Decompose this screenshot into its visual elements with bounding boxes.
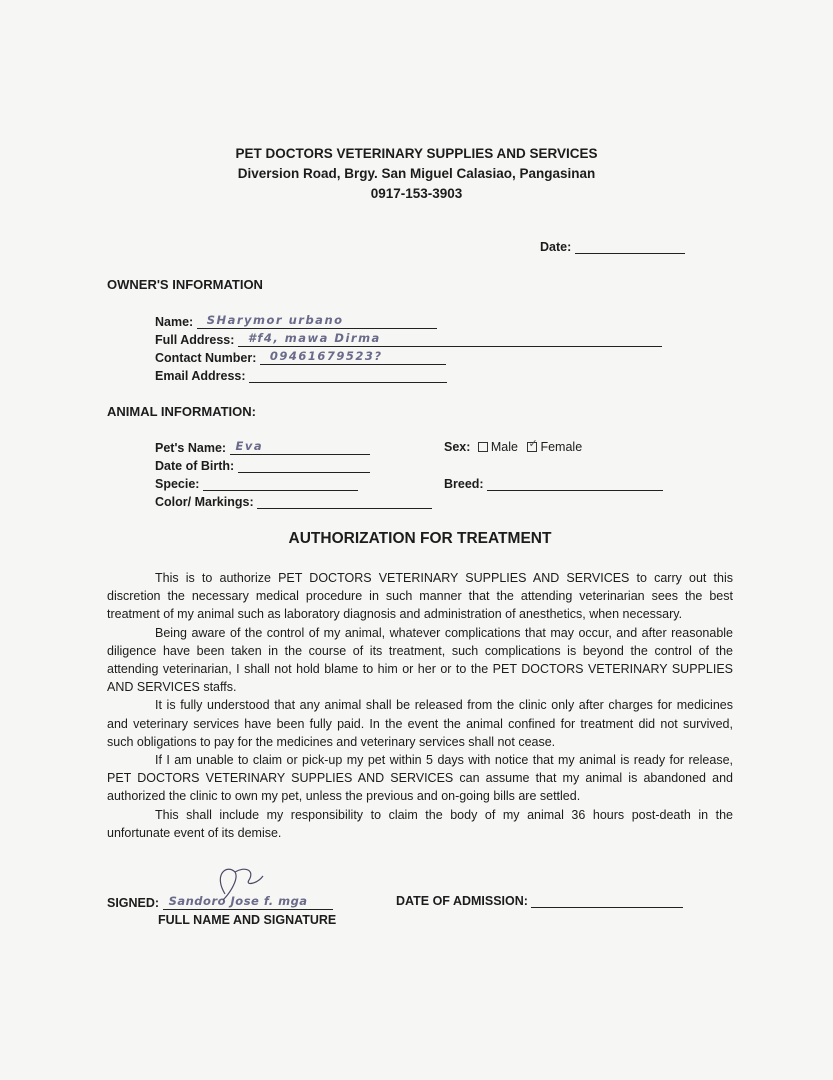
female-checkbox[interactable]: [527, 442, 537, 452]
paragraph-authorize: This is to authorize PET DOCTORS VETERINARY SUPPLIES AND SERVICES to carry out this discretion the necessary medical procedure in such manner that the attending veterinarian sees the best treatment of my animal such as laboratory diagnosis and administration of anesthetics, when necessary.: [107, 571, 733, 622]
date-field: [540, 239, 685, 254]
female-option-label: Female: [540, 440, 583, 454]
sex-label: Sex:: [444, 440, 471, 454]
date-input-line[interactable]: [575, 239, 685, 254]
admission-date-field: [396, 893, 683, 908]
specie-field: [155, 476, 358, 491]
owner-section-title: OWNER'S INFORMATION: [107, 277, 263, 292]
owner-address-input[interactable]: [238, 332, 662, 347]
date-label: Date:: [540, 240, 572, 254]
owner-name-label: Name:: [155, 315, 194, 329]
dob-input[interactable]: [238, 458, 370, 473]
signature-caption: FULL NAME AND SIGNATURE: [158, 913, 337, 927]
business-name: PET DOCTORS VETERINARY SUPPLIES AND SERVICES: [235, 146, 598, 161]
signature-handwritten: Sandoro Jose f. mga: [168, 894, 308, 908]
color-input[interactable]: [257, 494, 432, 509]
male-checkbox[interactable]: [478, 442, 488, 452]
paragraph-payment: It is fully understood that any animal shall be released from the clinic only after charges for medicines and veterinary services have been fully paid. In the event the animal confined for treatment did not survived, such obligations to pay for the medicines and veterinary services shall not cease.: [107, 698, 733, 749]
breed-label: Breed:: [444, 477, 484, 491]
business-phone: 0917-153-3903: [370, 186, 463, 201]
admission-date-label: DATE OF ADMISSION:: [396, 894, 528, 908]
pet-name-label: Pet's Name:: [155, 441, 227, 455]
owner-contact-field: [155, 350, 446, 365]
sex-field: [444, 440, 582, 454]
owner-address-label: Full Address:: [155, 333, 235, 347]
male-option-label: Male: [490, 440, 518, 454]
owner-name-handwritten: SHarymor urbano: [206, 313, 344, 327]
owner-name-field: [155, 314, 437, 329]
owner-email-field: [155, 368, 447, 383]
authorization-title: AUTHORIZATION FOR TREATMENT: [288, 530, 552, 547]
signed-label: SIGNED:: [107, 896, 160, 910]
color-label: Color/ Markings:: [155, 495, 254, 509]
admission-date-input[interactable]: [531, 893, 683, 908]
owner-contact-input[interactable]: [260, 350, 446, 365]
pet-name-handwritten: Eva: [235, 439, 264, 453]
form-header: [0, 144, 833, 204]
owner-email-input[interactable]: [249, 368, 447, 383]
owner-address-handwritten: #f4, mawa Dirma: [247, 331, 381, 345]
breed-input[interactable]: [487, 476, 663, 491]
paragraph-remains: This shall include my responsibility to claim the body of my animal 36 hours post-death in the unfortunate event of its demise.: [107, 807, 733, 840]
owner-contact-handwritten: 09461679523?: [269, 349, 383, 363]
specie-label: Specie:: [155, 477, 200, 491]
dob-label: Date of Birth:: [155, 459, 235, 473]
paragraph-complications: Being aware of the control of my animal, whatever complications that may occur, and after reasonable diligence have been taken in the course of its treatment, such complications is beyond the control of the attending veterinarian, I shall not hold blame to him or her or to the PET DOCTORS VETERINARY SUPPLIES AND SERVICES staffs.: [107, 625, 733, 695]
specie-input[interactable]: [203, 476, 358, 491]
color-field: [155, 494, 432, 509]
authorization-body: [107, 569, 733, 842]
owner-name-input[interactable]: [197, 314, 437, 329]
dob-field: [155, 458, 370, 473]
animal-section-title: ANIMAL INFORMATION:: [107, 404, 256, 419]
business-address: Diversion Road, Brgy. San Miguel Calasiao, Pangasinan: [237, 166, 596, 181]
owner-email-label: Email Address:: [155, 369, 246, 383]
paragraph-abandonment: If I am unable to claim or pick-up my pet within 5 days with notice that my animal is ready for release, PET DOCTORS VETERINARY SUPPLIES AND SERVICES can assume that my animal is abandoned and authorized the clinic to own my pet, unless the previous and on-going bills are settled.: [107, 753, 733, 804]
pet-name-input[interactable]: [230, 440, 370, 455]
breed-field: [444, 476, 663, 491]
owner-contact-label: Contact Number:: [155, 351, 257, 365]
owner-address-field: [155, 332, 662, 347]
pet-name-field: [155, 440, 370, 455]
signature-scribble: [205, 864, 275, 904]
